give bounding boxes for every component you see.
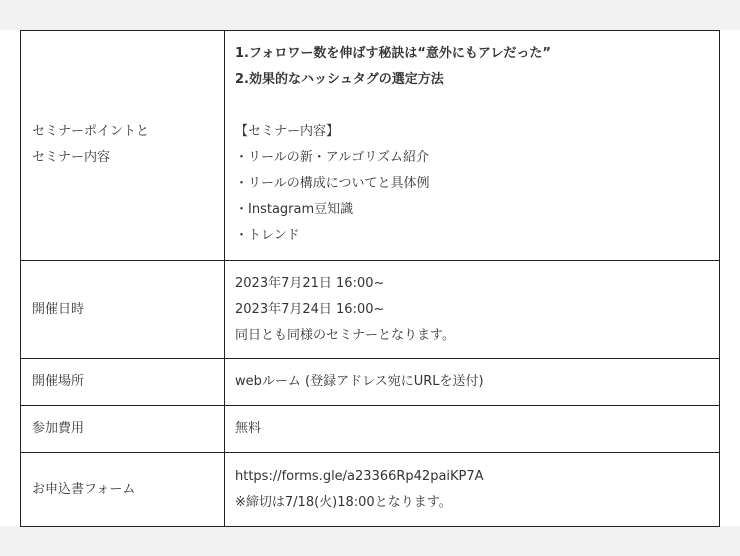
table-row <box>21 31 720 261</box>
row-value-dates <box>225 261 720 359</box>
row-label-fee: 参加費用 <box>21 406 225 453</box>
fee-text: 無料 <box>235 421 262 436</box>
table-row <box>21 359 720 406</box>
point-heading-1: 1.フォロワー数を伸ばす秘訣は“意外にもアレだった” <box>235 45 551 61</box>
row-label-application-form: お申込書フォーム <box>21 453 225 527</box>
label-line: セミナーポイントと <box>32 123 150 139</box>
row-label-dates: 開催日時 <box>21 261 225 359</box>
spacer <box>235 93 709 119</box>
date-note: 同日とも同様のセミナーとなります。 <box>235 327 455 343</box>
content-item: ・リールの新・アルゴリズム紹介 <box>235 149 429 165</box>
table-row <box>21 406 720 453</box>
table-row <box>21 261 720 359</box>
date-line: 2023年7月24日 16:00~ <box>235 301 385 317</box>
table-row <box>21 453 720 527</box>
row-label-venue: 開催場所 <box>21 359 225 406</box>
content-heading: 【セミナー内容】 <box>235 123 340 139</box>
row-value-seminar-points <box>225 31 720 261</box>
row-value-fee <box>225 406 720 453</box>
content-item: ・トレンド <box>235 227 300 243</box>
seminar-info-table <box>20 30 720 527</box>
form-url-link[interactable]: https://forms.gle/a23366Rp42paiKP7A <box>235 468 484 484</box>
content-item: ・リールの構成についてと具体例 <box>235 175 430 191</box>
row-label-seminar-points <box>21 31 225 261</box>
deadline-note: ※締切は7/18(火)18:00となります。 <box>235 494 452 510</box>
label-line: セミナー内容 <box>32 149 111 165</box>
row-value-venue <box>225 359 720 406</box>
content-panel <box>0 30 740 526</box>
content-item: ・Instagram豆知識 <box>235 201 354 217</box>
point-heading-2: 2.効果的なハッシュタグの選定方法 <box>235 71 444 87</box>
venue-text: webルーム (登録アドレス宛にURLを送付) <box>235 374 484 389</box>
row-value-application-form <box>225 453 720 527</box>
date-line: 2023年7月21日 16:00~ <box>235 275 385 291</box>
